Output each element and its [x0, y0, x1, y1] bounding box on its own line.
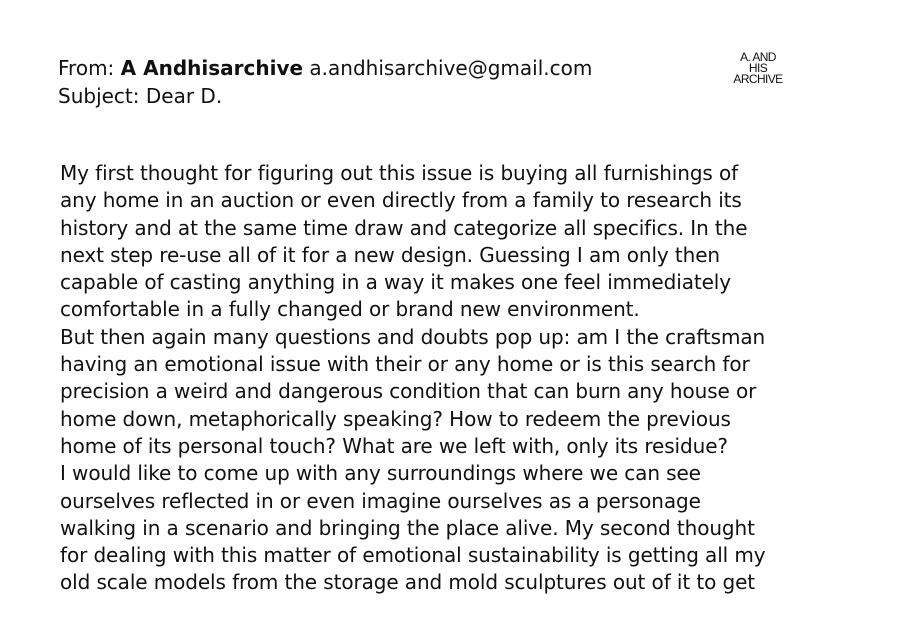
text-line: I would like to come up with any surroundings where we can see	[60, 461, 701, 486]
text-line: walking in a scenario and bringing the place alive. My second thought	[60, 515, 755, 540]
subject-text: Dear D.	[145, 84, 223, 108]
text-line: having an emotional issue with their or any home or is this search for	[60, 352, 750, 377]
letter-body	[60, 160, 890, 597]
text-line: My first thought for figuring out this issue is buying all furnishings of	[60, 161, 739, 185]
paragraph-3	[60, 460, 890, 596]
logo-line: A. AND	[740, 50, 776, 64]
paragraph-1	[60, 160, 890, 324]
email-header	[58, 54, 592, 110]
text-line: home down, metaphorically speaking? How to redeem the previous	[60, 406, 731, 431]
text-line: next step re-use all of it for a new design. Guessing I am only then	[60, 242, 721, 267]
from-label: From:	[58, 56, 115, 80]
text-line: ourselves reflected in or even imagine ourselves as a personage	[60, 488, 701, 513]
logo-line: ARCHIVE	[733, 72, 783, 86]
text-line: precision a weird and dangerous condition that can burn any house or	[60, 379, 757, 404]
text-line: home of its personal touch? What are we left with, only its residue?	[60, 433, 728, 458]
text-line: old scale models from the storage and mold sculptures out of it to get	[60, 570, 756, 595]
sender-email: a.andhisarchive@gmail.com	[309, 56, 593, 80]
archive-logo	[728, 52, 788, 85]
subject-line	[58, 82, 592, 110]
text-line: for dealing with this matter of emotional sustainability is getting all my	[60, 543, 766, 568]
subject-label: Subject:	[58, 84, 140, 108]
text-line: comfortable in a fully changed or brand new environment.	[60, 297, 640, 322]
text-line: capable of casting anything in a way it makes one feel immediately	[60, 270, 731, 295]
text-line: But then again many questions and doubts pop up: am I the craftsman	[60, 324, 766, 349]
from-line	[58, 54, 592, 82]
logo-line: HIS	[748, 61, 768, 75]
paragraph-2	[60, 324, 890, 460]
sender-name: A Andhisarchive	[120, 56, 304, 80]
text-line: history and at the same time draw and categorize all specifics. In the	[60, 215, 748, 240]
text-line: any home in an auction or even directly from a family to research its	[60, 188, 742, 213]
